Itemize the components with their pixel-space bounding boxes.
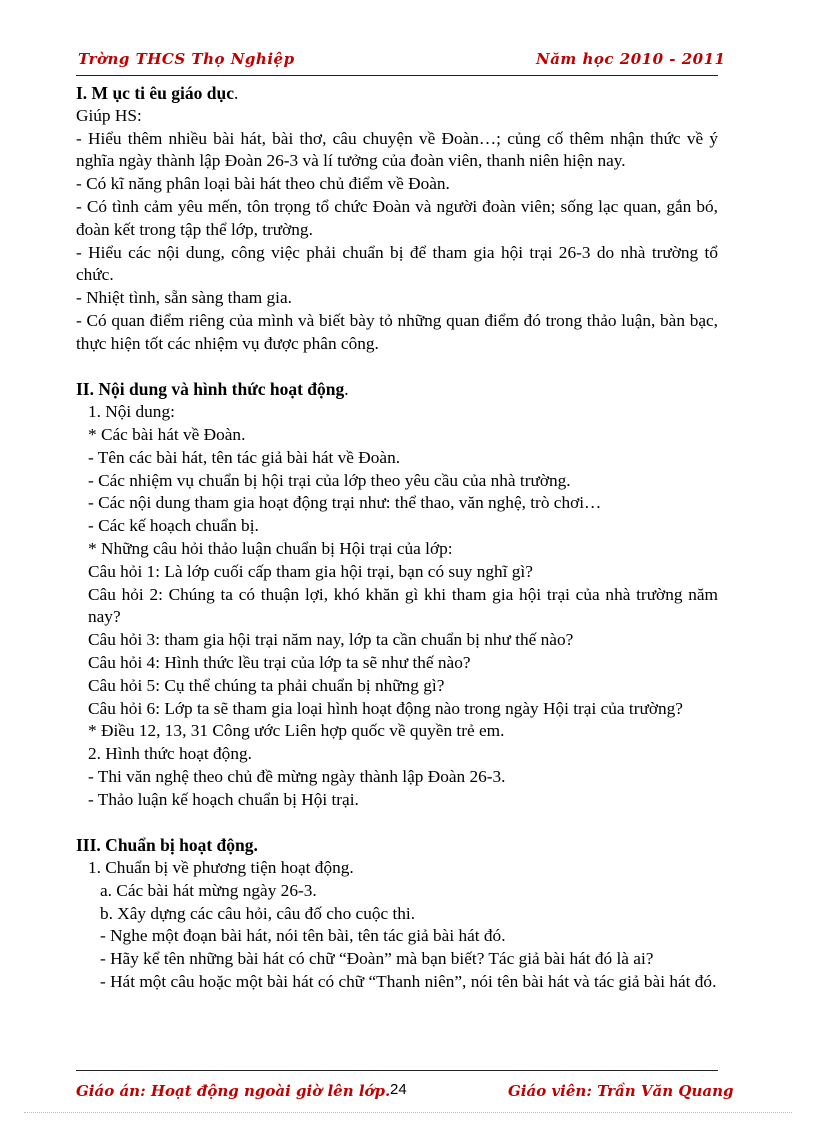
section-2-title: II. Nội dung và hình thức hoạt động — [76, 379, 345, 400]
section-2-item: - Các nhiệm vụ chuẩn bị hội trại của lớp theo yêu cầu của nhà trường. — [88, 470, 571, 490]
section-1-intro: Giúp HS: — [76, 105, 142, 125]
paragraph-gap — [76, 812, 718, 835]
section-1-item: - Hiểu thêm nhiều bài hát, bài thơ, câu chuyện về Đoàn…; củng cố thêm nhận thức về ý nghĩa ngày thành lập Đoàn 26-3 và lí tưởng của đoàn viên, thanh niên hiện nay. — [76, 128, 718, 171]
section-2-subheading: 1. Nội dung: — [88, 402, 175, 422]
section-1-title: I. M ục ti êu giáo dục — [76, 83, 234, 103]
section-2-title-punct: . — [344, 379, 349, 400]
section-2-item: - Thi văn nghệ theo chủ đề mừng ngày thành lập Đoàn 26-3. — [88, 766, 506, 786]
section-2-item: - Thảo luận kế hoạch chuẩn bị Hội trại. — [88, 789, 359, 809]
section-2-item: - Tên các bài hát, tên tác giả bài hát về Đoàn. — [88, 447, 401, 467]
section-3-item: - Hát một câu hoặc một bài hát có chữ “Thanh niên”, nói tên bài hát và tác giả bài hát đó. — [100, 972, 717, 992]
section-1-heading — [76, 82, 718, 105]
section-2-question: Câu hỏi 5: Cụ thể chúng ta phải chuẩn bị những gì? — [88, 675, 445, 695]
section-3-item: - Hãy kể tên những bài hát có chữ “Đoàn” mà bạn biết? Tác giả bài hát đó là ai? — [100, 949, 654, 969]
section-1-item: - Có tình cảm yêu mến, tôn trọng tổ chức Đoàn và người đoàn viên; sống lạc quan, gắn bó, đoàn kết trong tập thể lớp, trường. — [76, 196, 718, 239]
section-1-title-punct: . — [234, 83, 239, 103]
section-2-question: Câu hỏi 2: Chúng ta có thuận lợi, khó khăn gì khi tham gia hội trại của nhà trường năm nay? — [88, 584, 718, 627]
section-2-question: Câu hỏi 3: tham gia hội trại năm nay, lớp ta cần chuẩn bị như thế nào? — [88, 630, 574, 650]
section-3-item: - Nghe một đoạn bài hát, nói tên bài, tên tác giả bài hát đó. — [100, 926, 506, 946]
section-2-question: Câu hỏi 6: Lớp ta sẽ tham gia loại hình hoạt động nào trong ngày Hội trại của trường? — [88, 698, 683, 718]
section-1-item: - Có kĩ năng phân loại bài hát theo chủ điểm về Đoàn. — [76, 174, 450, 194]
section-2-subheading-2: 2. Hình thức hoạt động. — [88, 744, 252, 764]
section-1-item: - Hiểu các nội dung, công việc phải chuẩn bị để tham gia hội trại 26-3 do nhà trường tổ chức. — [76, 242, 718, 285]
section-3-subheading: 1. Chuẩn bị về phương tiện hoạt động. — [88, 858, 354, 878]
paragraph-gap — [76, 356, 718, 379]
footer-rule — [76, 1070, 718, 1071]
page-bottom-dotted-rule — [24, 1112, 792, 1113]
section-2-item: * Các bài hát về Đoàn. — [88, 424, 246, 444]
section-1-item: - Nhiệt tình, sẵn sàng tham gia. — [76, 288, 292, 308]
header-school: Trờng THCS Thọ Nghiệp — [78, 50, 295, 68]
document-body — [76, 82, 718, 994]
section-2-item: * Điều 12, 13, 31 Công ước Liên hợp quốc về quyền trẻ em. — [88, 721, 505, 741]
section-2-item: - Các kế hoạch chuẩn bị. — [88, 516, 259, 536]
section-2-question: Câu hỏi 1: Là lớp cuối cấp tham gia hội trại, bạn có suy nghĩ gì? — [88, 561, 533, 581]
footer-subject: Giáo án: Hoạt động ngoài giờ lên lớp. — [76, 1082, 391, 1100]
section-2-item: * Những câu hỏi thảo luận chuẩn bị Hội trại của lớp: — [88, 538, 453, 558]
section-2-heading — [76, 378, 718, 401]
section-2-item: - Các nội dung tham gia hoạt động trại như: thể thao, văn nghệ, trò chơi… — [88, 493, 602, 513]
section-1-item: - Có quan điểm riêng của mình và biết bày tỏ những quan điểm đó trong thảo luận, bàn bạc, thực hiện tốt các nhiệm vụ được phân công. — [76, 310, 718, 353]
header-rule — [76, 75, 718, 76]
page-number: 24 — [390, 1081, 407, 1098]
section-3-heading: III. Chuẩn bị hoạt động. — [76, 835, 258, 856]
section-3-item: b. Xây dựng các câu hỏi, câu đố cho cuộc thi. — [100, 903, 416, 923]
header-year: Năm học 2010 - 2011 — [536, 50, 726, 68]
section-2-question: Câu hỏi 4: Hình thức lều trại của lớp ta sẽ như thế nào? — [88, 652, 471, 672]
footer-teacher: Giáo viên: Trần Văn Quang — [508, 1082, 734, 1100]
section-3-item: a. Các bài hát mừng ngày 26-3. — [100, 880, 317, 900]
